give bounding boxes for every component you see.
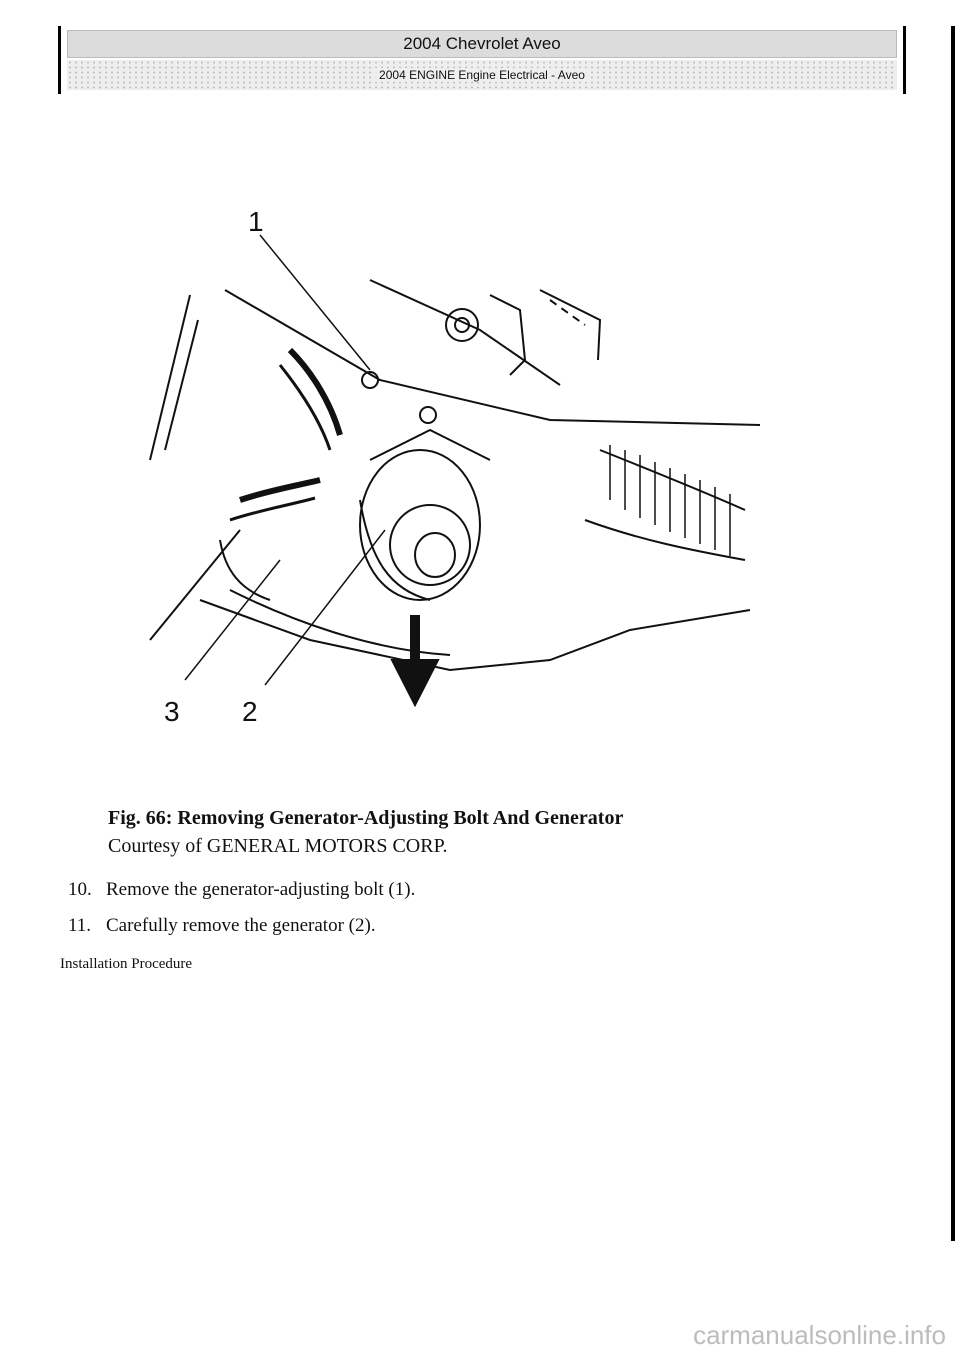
callout-2: 2 <box>242 696 258 727</box>
caption-title: Fig. 66: Removing Generator-Adjusting Bolt And Generator <box>108 807 624 829</box>
step-item <box>68 872 888 908</box>
callout-3: 3 <box>164 696 180 727</box>
site-watermark: carmanualsonline.info <box>693 1320 946 1350</box>
step-number: 11. <box>68 915 92 936</box>
figure-caption <box>108 804 868 860</box>
engine-illustration <box>130 200 770 740</box>
step-number: 10. <box>68 879 92 900</box>
page-border <box>951 26 955 1241</box>
step-item <box>68 908 888 944</box>
caption-credit: Courtesy of GENERAL MOTORS CORP. <box>108 835 448 857</box>
header-subtitle-bar <box>67 60 897 90</box>
document-header <box>58 26 906 94</box>
step-text: Remove the generator-adjusting bolt (1). <box>106 879 416 900</box>
step-text: Carefully remove the generator (2). <box>106 915 376 936</box>
procedure-steps <box>68 872 888 944</box>
generator-removal-drawing <box>130 200 770 740</box>
installation-procedure-heading: Installation Procedure <box>60 956 193 972</box>
callout-1: 1 <box>248 206 264 237</box>
header-title: 2004 Chevrolet Aveo <box>67 30 897 58</box>
header-subtitle: 2004 ENGINE Engine Electrical - Aveo <box>373 68 591 82</box>
